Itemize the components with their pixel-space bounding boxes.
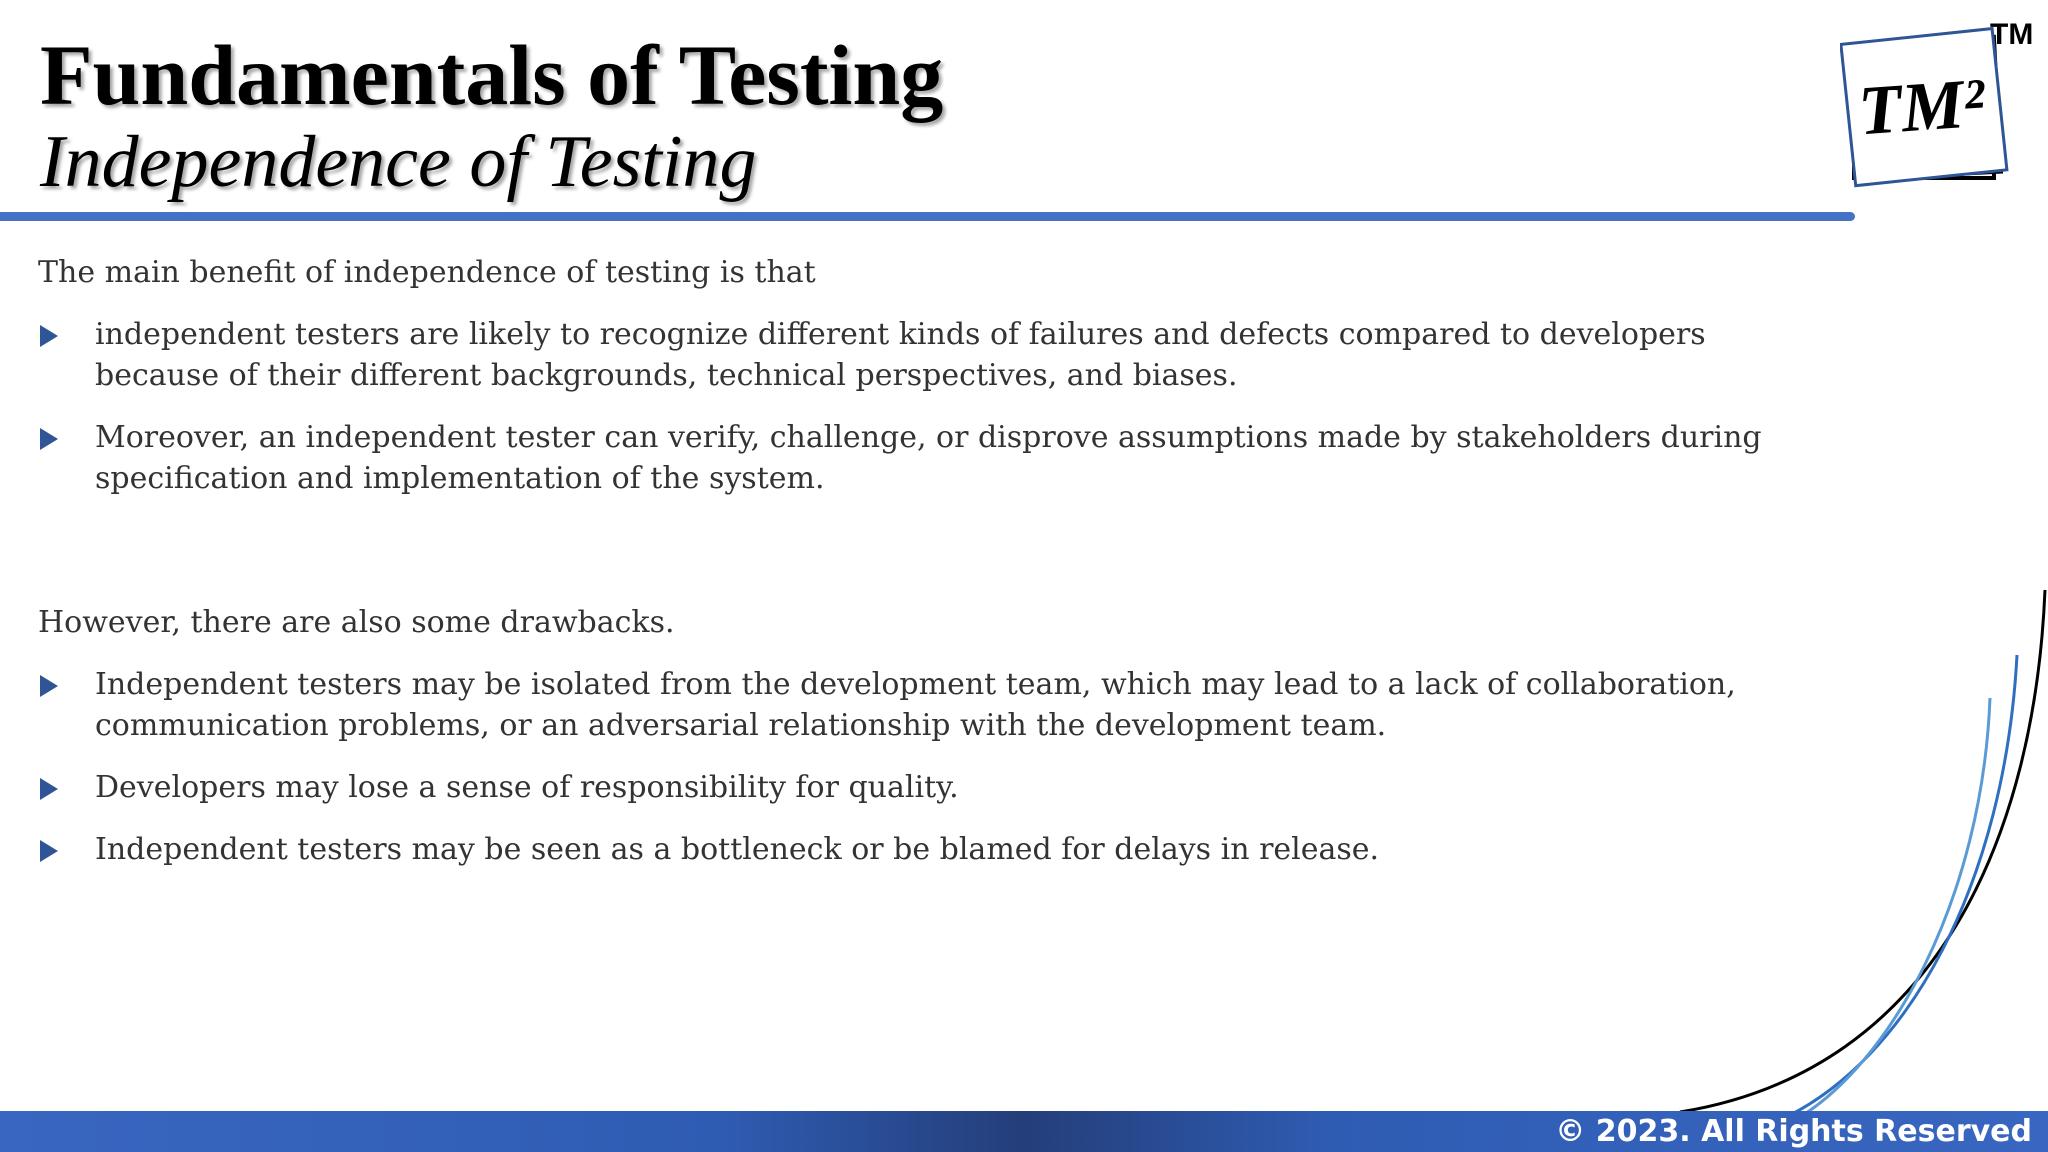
drawbacks-intro: However, there are also some drawbacks. <box>38 605 675 640</box>
triangle-right-icon <box>40 840 58 862</box>
decorative-swoosh <box>1660 580 2048 1115</box>
list-item-text: Independent testers may be isolated from the development team, which may lead to a lack of collaboration, communication problems, or an adversarial relationship with the development team. <box>95 667 1736 743</box>
list-item <box>38 767 1818 808</box>
triangle-right-icon <box>40 428 58 450</box>
list-item <box>38 314 1818 396</box>
slide-content <box>38 252 1818 891</box>
slide-subtitle: Independence of Testing <box>40 121 757 203</box>
drawback-list <box>38 664 1818 870</box>
triangle-right-icon <box>40 325 58 347</box>
list-item-text: Independent testers may be seen as a bottleneck or be blamed for delays in release. <box>95 832 1380 867</box>
slide-title: Fundamentals of Testing <box>40 27 944 123</box>
benefit-intro: The main benefit of independence of testing is that <box>38 255 816 290</box>
list-item <box>38 417 1818 499</box>
copyright-text: © 2023. All Rights Reserved <box>1555 1114 2032 1149</box>
title-divider <box>0 212 1855 221</box>
list-item-text: independent testers are likely to recognize different kinds of failures and defects compared to developers because of their different backgrounds, technical perspectives, and biases. <box>95 317 1706 393</box>
list-item <box>38 829 1818 870</box>
list-item-text: Developers may lose a sense of responsibility for quality. <box>95 770 959 805</box>
list-item-text: Moreover, an independent tester can verify, challenge, or disprove assumptions made by stakeholders during specification and implementation of the system. <box>95 420 1762 496</box>
triangle-right-icon <box>40 675 58 697</box>
benefit-list <box>38 314 1818 499</box>
trademark-label: TM <box>1990 18 2034 51</box>
triangle-right-icon <box>40 778 58 800</box>
logo-text: TM² <box>1856 64 1988 151</box>
list-item <box>38 664 1818 746</box>
